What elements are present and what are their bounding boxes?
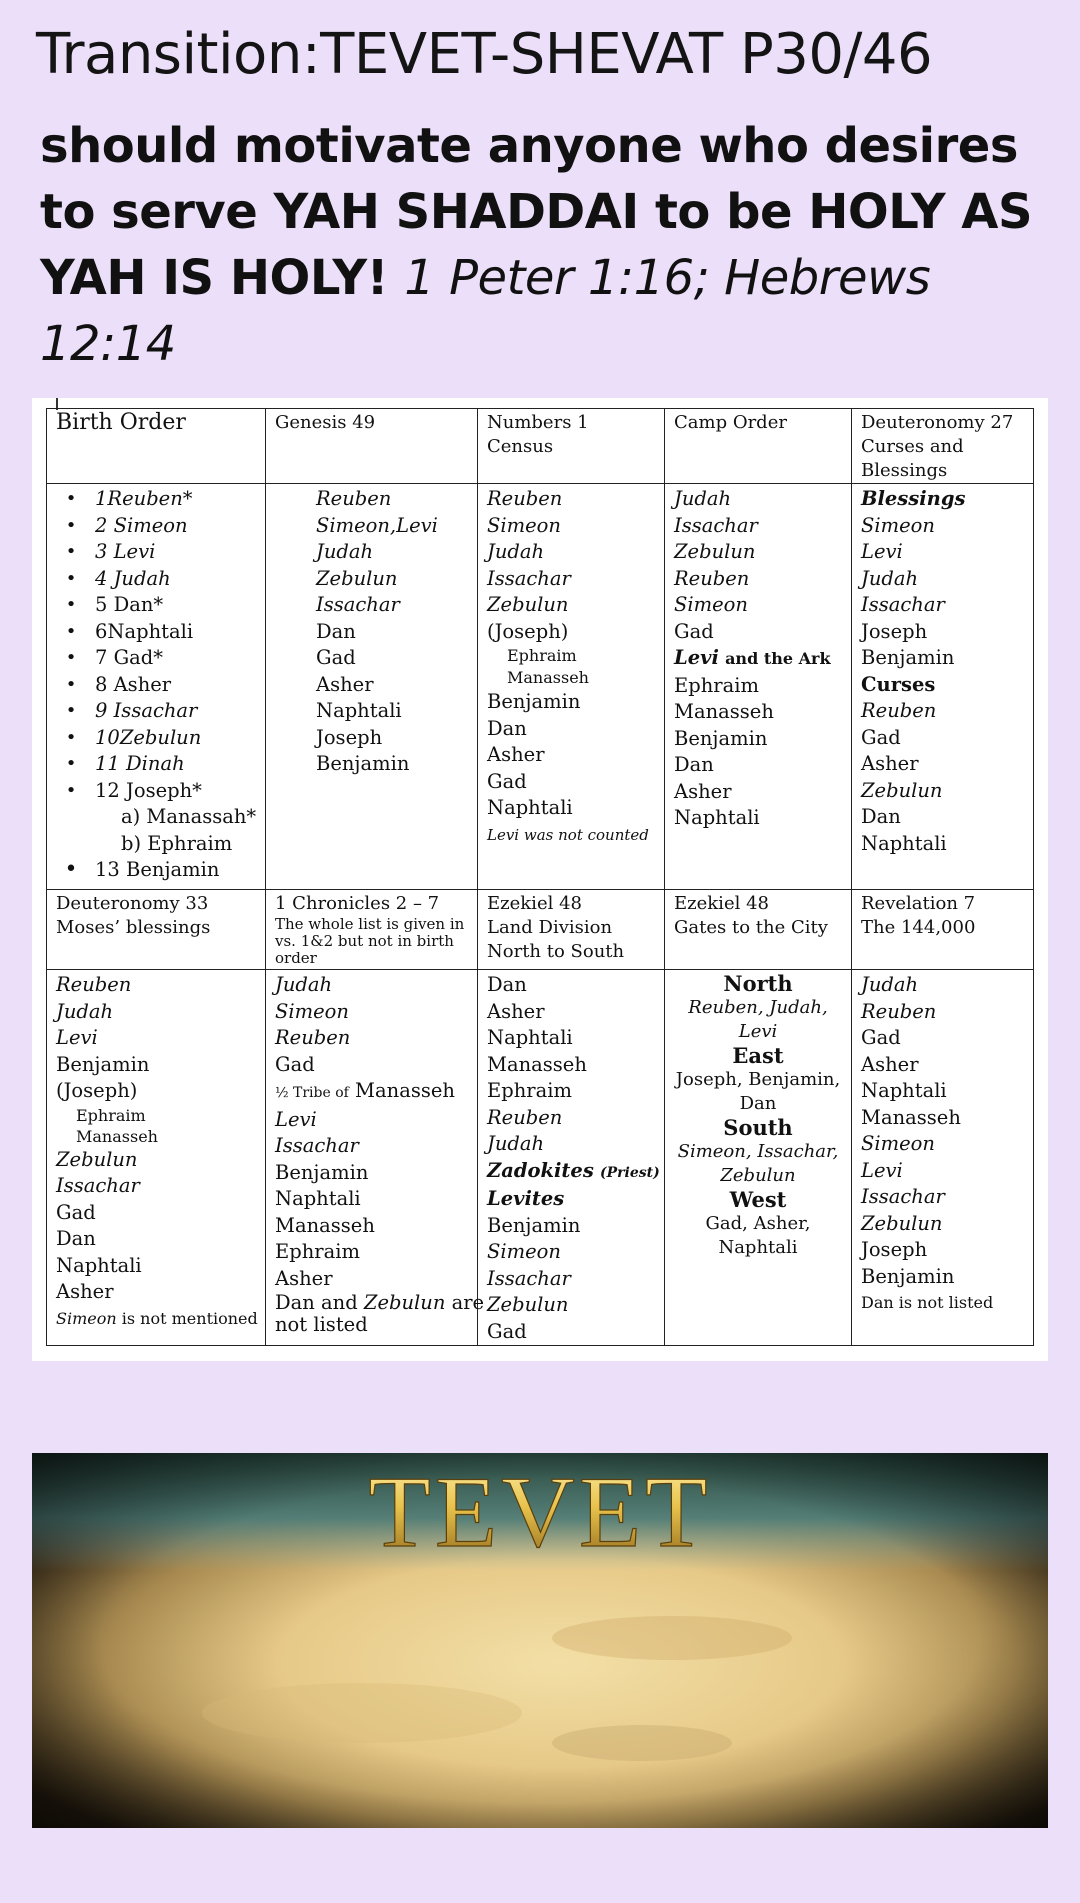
- list-item: Joseph: [316, 725, 383, 749]
- blessings-heading: Blessings: [861, 487, 966, 510]
- intro-text: should motivate anyone who desires to serve YAH SHADDAI to be HOLY AS YAH IS HOLY!: [40, 118, 1033, 306]
- list-item: Benjamin: [487, 1213, 581, 1237]
- list-item: Simeon: [674, 593, 748, 616]
- cell-deuteronomy-33: [47, 970, 266, 1346]
- list-item: Levites: [487, 1187, 565, 1210]
- list-item: Asher: [487, 743, 545, 766]
- list-item: Reuben: [487, 487, 563, 510]
- list-item: Issachar: [275, 1134, 359, 1157]
- tevet-banner: [32, 1453, 1048, 1828]
- list-item: Asher: [861, 752, 919, 775]
- tribes-table-card: [32, 398, 1048, 1361]
- list-item: Judah: [487, 1132, 545, 1155]
- list-item: • 4 Judah: [65, 566, 171, 590]
- parchment-banner-image: [32, 1453, 1048, 1828]
- header-deuteronomy-27: Deuteronomy 27 Curses and Blessings: [852, 409, 1034, 484]
- chron-note-2: not listed: [275, 1313, 368, 1336]
- header-revelation-7: Revelation 7 The 144,000: [852, 890, 1034, 970]
- header-deuteronomy-33: Deuteronomy 33 Moses’ blessings: [47, 890, 266, 970]
- list-item: Levi and the Ark: [674, 646, 831, 669]
- census-note: Levi was not counted: [487, 825, 649, 844]
- list-item: Asher: [316, 672, 374, 696]
- list-item: (Joseph): [487, 619, 569, 643]
- list-item: Issachar: [861, 593, 945, 616]
- list-item: Issachar: [56, 1174, 140, 1197]
- gate-tribes: Zebulun: [720, 1165, 796, 1186]
- list-item: Naphtali: [487, 796, 573, 819]
- list-item: Issachar: [316, 593, 400, 616]
- header-chronicles: 1 Chronicles 2 – 7 The whole list is given in vs. 1&2 but not in birth order: [266, 890, 478, 970]
- list-item: Benjamin: [316, 752, 410, 775]
- list-item: Dan: [487, 716, 527, 740]
- gate-direction-west: West: [729, 1187, 787, 1212]
- list-item: Simeon,Levi: [316, 513, 438, 537]
- list-item: Simeon: [861, 1132, 935, 1155]
- list-item: a) Manassah*: [121, 805, 257, 828]
- list-item: Zebulun: [487, 1293, 569, 1316]
- list-item: Benjamin: [861, 646, 955, 669]
- list-item: Naphtali: [861, 1079, 947, 1102]
- chron-note: Dan and Zebulun are: [275, 1291, 485, 1314]
- gate-direction-south: South: [723, 1115, 793, 1140]
- list-item: Simeon: [861, 513, 935, 537]
- page-title: Transition:TEVET-SHEVAT P30/46: [36, 22, 933, 87]
- header-birth-order: Birth Order: [47, 409, 266, 484]
- cell-ezekiel-gates: [665, 970, 852, 1346]
- cell-genesis-49: [266, 484, 478, 890]
- list-item: Judah: [56, 999, 114, 1023]
- list-item: Judah: [861, 973, 919, 996]
- list-item: Reuben: [674, 566, 750, 590]
- list-item: Levi: [861, 1158, 903, 1182]
- list-item: Levi: [56, 1026, 98, 1049]
- header-camp-order: Camp Order: [665, 409, 852, 484]
- list-item: • 10Zebulun: [65, 725, 202, 749]
- list-item: b) Ephraim: [121, 831, 233, 855]
- list-item: Ephraim: [76, 1105, 146, 1125]
- list-item: Reuben: [487, 1105, 563, 1129]
- list-item: Benjamin: [861, 1264, 955, 1288]
- list-item: Levi: [861, 540, 903, 563]
- list-item: • 13 Benjamin: [64, 857, 220, 882]
- list-item: Judah: [316, 540, 374, 563]
- list-item: Gad: [861, 1026, 901, 1049]
- deut33-note: Simeon is not mentioned: [56, 1308, 258, 1328]
- list-item: Reuben: [275, 1026, 351, 1049]
- list-item: Gad: [487, 769, 527, 793]
- gate-tribes: Reuben, Judah,: [688, 997, 828, 1018]
- table-header-row-2: [47, 890, 1034, 970]
- list-item: Ephraim: [487, 1079, 572, 1102]
- cell-camp-order: [665, 484, 852, 890]
- list-item: Simeon: [487, 513, 561, 537]
- list-item: Simeon: [275, 999, 349, 1023]
- list-item: Zebulun: [56, 1147, 138, 1171]
- cell-chronicles: [266, 970, 485, 1346]
- cell-revelation-7: [852, 970, 1034, 1346]
- list-item: (Joseph): [56, 1079, 138, 1102]
- gate-tribes: Levi: [738, 1021, 778, 1042]
- list-item: Naphtali: [316, 699, 402, 722]
- list-item: Manasseh: [674, 700, 774, 723]
- list-item: Gad: [674, 619, 714, 643]
- list-item: Ephraim: [674, 673, 759, 697]
- list-item: • 5 Dan*: [65, 593, 164, 616]
- list-item: Joseph: [861, 619, 928, 643]
- header-ezekiel-land: Ezekiel 48 Land Division North to South: [478, 890, 665, 970]
- list-item: Benjamin: [275, 1160, 369, 1184]
- list-item: • 2 Simeon: [65, 513, 188, 537]
- list-item: • 7 Gad*: [65, 646, 164, 669]
- gate-tribes: Naphtali: [718, 1237, 798, 1258]
- list-item: Dan: [56, 1227, 96, 1250]
- list-item: Manasseh: [275, 1213, 375, 1237]
- table-header-row-1: [47, 409, 1034, 484]
- list-item: Zebulun: [316, 566, 398, 590]
- list-item: • 9 Issachar: [65, 699, 198, 722]
- list-item: Issachar: [861, 1185, 945, 1208]
- list-item: Joseph: [861, 1238, 928, 1261]
- list-item: Zebulun: [674, 540, 756, 563]
- list-item: Dan: [316, 619, 356, 643]
- curses-heading: Curses: [861, 672, 936, 696]
- list-item: Dan: [674, 753, 714, 776]
- list-item: Ephraim: [507, 646, 577, 665]
- table-body-row-2: [47, 970, 1034, 1346]
- list-item: Manasseh: [861, 1105, 961, 1129]
- list-item: Dan: [487, 973, 527, 996]
- list-item: Naphtali: [275, 1187, 361, 1210]
- list-item: Manasseh: [76, 1126, 158, 1146]
- list-item: Simeon: [487, 1240, 561, 1263]
- list-item: Issachar: [487, 1266, 571, 1290]
- list-item: • 8 Asher: [65, 672, 172, 696]
- header-ezekiel-gates: Ezekiel 48 Gates to the City: [665, 890, 852, 970]
- list-item: Manasseh: [507, 668, 589, 687]
- gate-direction-east: East: [732, 1043, 784, 1068]
- list-item: • 1Reuben*: [65, 487, 193, 510]
- list-item: Manasseh: [487, 1052, 587, 1076]
- list-item: Gad: [56, 1200, 96, 1224]
- list-item: Asher: [861, 1052, 919, 1076]
- cell-ezekiel-land: [478, 970, 665, 1346]
- banner-title: TEVET: [368, 1456, 712, 1569]
- list-item: Reuben: [316, 487, 392, 510]
- gate-tribes: Simeon, Issachar,: [677, 1141, 839, 1162]
- list-item: Zebulun: [861, 778, 943, 802]
- cell-numbers-census: [478, 484, 665, 890]
- list-item: Asher: [275, 1266, 333, 1290]
- list-item: • 6Naphtali: [65, 619, 194, 643]
- list-item: Reuben: [861, 699, 937, 722]
- list-item: • 12 Joseph*: [65, 778, 202, 802]
- list-item: Naphtali: [56, 1253, 142, 1277]
- cell-deuteronomy-27: [852, 484, 1034, 890]
- list-item: Judah: [861, 566, 919, 590]
- list-item: Zadokites (Priest): [487, 1158, 660, 1182]
- list-item: ½ Tribe of Manasseh: [275, 1079, 455, 1102]
- scripture-reference: 1 Peter 1:16; Hebrews 12:14: [40, 250, 931, 372]
- list-item: • 3 Levi: [65, 540, 156, 563]
- tribes-table: [46, 408, 1034, 1346]
- list-item: Asher: [487, 999, 545, 1023]
- list-item: Dan: [861, 805, 901, 828]
- list-item: Gad: [487, 1319, 527, 1343]
- list-item: Judah: [674, 487, 732, 510]
- list-item: Gad: [316, 646, 356, 669]
- list-item: Issachar: [487, 566, 571, 590]
- list-item: Judah: [275, 973, 333, 996]
- list-item: Benjamin: [56, 1052, 150, 1076]
- header-numbers-census: Numbers 1 Census: [478, 409, 665, 484]
- gate-direction-north: North: [723, 971, 793, 996]
- list-item: Gad: [275, 1052, 315, 1076]
- list-item: Ephraim: [275, 1240, 360, 1263]
- list-item: Asher: [674, 779, 732, 803]
- list-item: Naphtali: [674, 806, 760, 829]
- list-item: Judah: [487, 540, 545, 563]
- gate-tribes: Dan: [739, 1093, 777, 1114]
- list-item: Issachar: [674, 513, 758, 537]
- list-item: Reuben: [861, 999, 937, 1023]
- rev7-note: Dan is not listed: [861, 1293, 994, 1312]
- list-item: Gad: [861, 725, 901, 749]
- list-item: Asher: [56, 1280, 114, 1303]
- list-item: Zebulun: [861, 1211, 943, 1235]
- list-item: Zebulun: [487, 593, 569, 616]
- list-item: Levi: [275, 1107, 317, 1131]
- header-genesis-49: Genesis 49: [266, 409, 478, 484]
- list-item: Benjamin: [487, 690, 581, 713]
- gate-tribes: Joseph, Benjamin,: [675, 1069, 841, 1090]
- list-item: Benjamin: [674, 726, 768, 750]
- gate-tribes: Gad, Asher,: [705, 1213, 811, 1234]
- cell-birth-order: [47, 484, 266, 890]
- list-item: Naphtali: [861, 831, 947, 855]
- table-body-row-1: [47, 484, 1034, 890]
- list-item: Naphtali: [487, 1026, 573, 1049]
- intro-paragraph: [40, 113, 1050, 377]
- list-item: Reuben: [56, 973, 132, 996]
- list-item: • 11 Dinah: [65, 752, 185, 775]
